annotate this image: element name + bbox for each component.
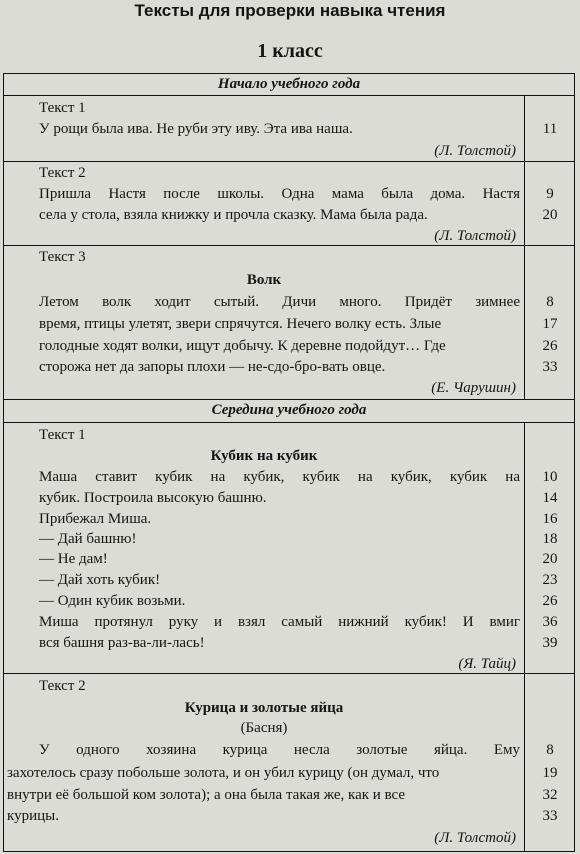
word-count: 19 xyxy=(542,765,558,781)
text-line: голодные ходят волки, ищут добычу. К деревне подойдут… Где xyxy=(39,338,446,354)
word-count: 39 xyxy=(542,635,558,651)
word-count: 9 xyxy=(546,186,554,202)
text-title: Кубик на кубик xyxy=(210,448,318,464)
grade-title: 1 класс xyxy=(257,40,323,62)
text-subtitle: (Басня) xyxy=(240,720,288,736)
section-header: Середина учебного года xyxy=(4,399,574,423)
text-line: — Дай хоть кубик! xyxy=(39,572,161,588)
text-label: Текст 1 xyxy=(39,100,86,116)
text-label: Текст 2 xyxy=(39,165,86,181)
text-line: Летом волк ходит сытый. Дичи много. Придёт зимнее xyxy=(39,294,520,310)
word-count: 33 xyxy=(542,359,558,375)
text-line: кубик. Построила высокую башню. xyxy=(39,490,267,506)
word-count: 26 xyxy=(542,338,558,354)
text-line: курицы. xyxy=(7,808,59,824)
author: (Я. Тайц) xyxy=(458,656,516,672)
word-count: 33 xyxy=(542,808,558,824)
text-line: — Дай башню! xyxy=(39,531,137,547)
text-line: время, птицы улетят, звери спрячутся. Нечего волку есть. Злые xyxy=(39,316,442,332)
word-count: 20 xyxy=(542,207,558,223)
text-line: Пришла Настя после школы. Одна мама была дома. Настя xyxy=(39,186,520,202)
author: (Л. Толстой) xyxy=(434,228,516,244)
word-count: 23 xyxy=(542,572,558,588)
page-title: Тексты для проверки навыка чтения xyxy=(134,1,446,20)
text-line: У рощи была ива. Не руби эту иву. Эта ива наша. xyxy=(39,121,353,137)
word-count: 32 xyxy=(542,787,558,803)
word-count: 20 xyxy=(542,551,558,567)
text-label: Текст 1 xyxy=(39,427,86,443)
word-count: 17 xyxy=(542,316,558,332)
word-count: 18 xyxy=(542,531,558,547)
word-count: 8 xyxy=(546,294,554,310)
word-count: 26 xyxy=(542,593,558,609)
text-line: — Один кубик возьми. xyxy=(39,593,186,609)
word-count: 11 xyxy=(542,121,558,137)
text-line: Миша протянул руку и взял самый нижний кубик! И вмиг xyxy=(39,614,520,630)
reading-table xyxy=(3,73,575,852)
text-line: внутри её большой ком золота); а она была такая же, как и все xyxy=(7,787,406,803)
text-line: Прибежал Миша. xyxy=(39,511,152,527)
text-line: вся башня раз-ва-ли-лась! xyxy=(39,635,205,651)
text-line: села у стола, взяла книжку и прочла сказку. Мама была рада. xyxy=(39,207,428,223)
text-line: сторожа нет да запоры плохи — не-сдо-бро-вать овце. xyxy=(39,359,386,375)
text-label: Текст 3 xyxy=(39,249,86,265)
text-label: Текст 2 xyxy=(39,678,86,694)
author: (Л. Толстой) xyxy=(434,143,516,159)
text-title: Волк xyxy=(246,272,282,288)
word-count: 8 xyxy=(546,742,554,758)
section-header: Начало учебного года xyxy=(4,74,574,96)
word-count: 14 xyxy=(542,490,558,506)
word-count: 10 xyxy=(542,469,558,485)
text-line: Маша ставит кубик на кубик, кубик на кубик, кубик на xyxy=(39,469,520,485)
author: (Е. Чарушин) xyxy=(431,380,516,396)
word-count: 36 xyxy=(542,614,558,630)
text-line: У одного хозяина курица несла золотые яйца. Ему xyxy=(39,742,520,758)
author: (Л. Толстой) xyxy=(434,830,516,846)
text-line: захотелось сразу побольше золота, и он убил курицу (он думал, что xyxy=(7,765,440,781)
text-title: Курица и золотые яйца xyxy=(184,700,344,716)
text-line: — Не дам! xyxy=(39,551,108,567)
word-count: 16 xyxy=(542,511,558,527)
